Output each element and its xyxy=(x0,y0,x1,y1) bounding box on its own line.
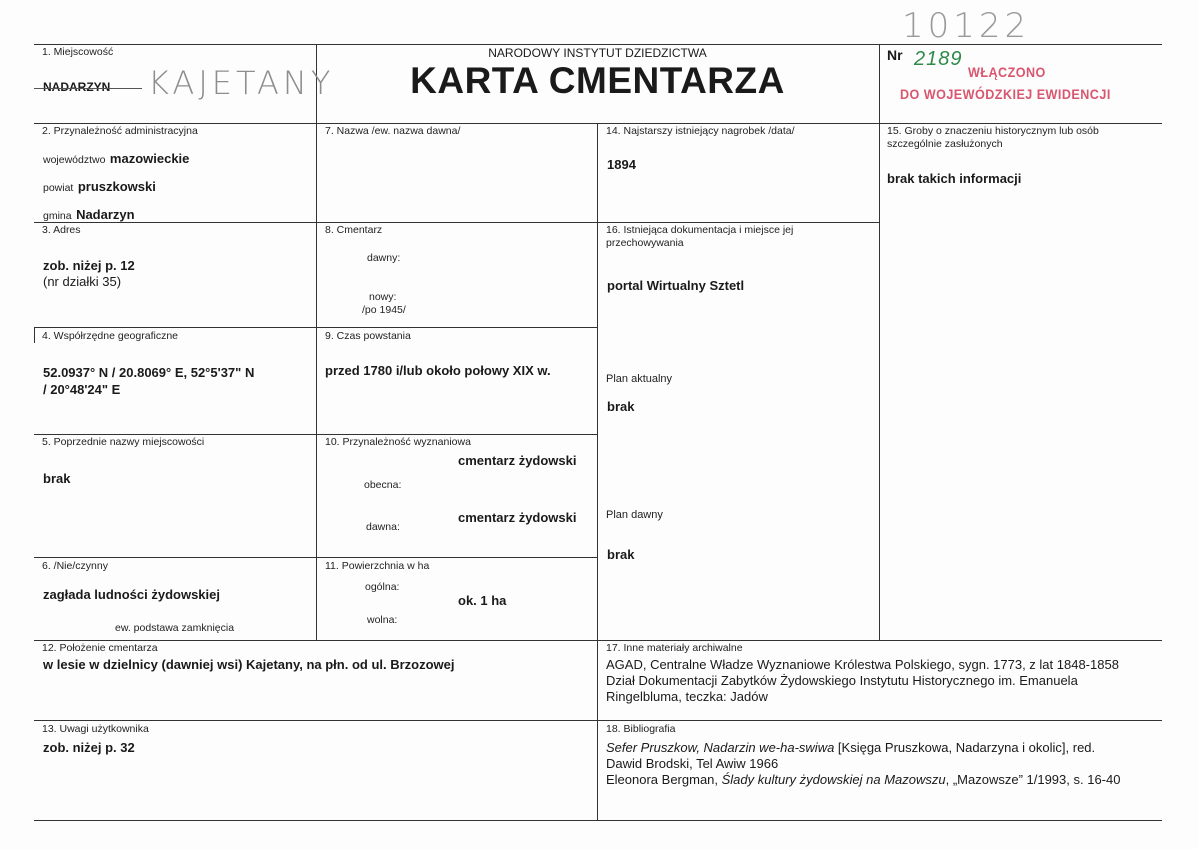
field-2-commune xyxy=(43,206,135,224)
grid-line xyxy=(34,820,1162,821)
field-8-after-1945: /po 1945/ xyxy=(362,304,406,316)
bibliography-entry-2 xyxy=(606,772,1120,787)
plan-current-label: Plan aktualny xyxy=(606,373,673,385)
field-15-label-2: szczególnie zasłużonych xyxy=(887,138,1003,150)
bibliography-2-title: Ślady kultury żydowskiej na Mazowszu xyxy=(721,772,946,787)
field-5-value: brak xyxy=(43,471,71,486)
field-6-value: zagłada ludności żydowskiej xyxy=(43,587,220,602)
bibliography-entry-1-line-2: Dawid Brodski, Tel Awiw 1966 xyxy=(606,756,779,771)
field-10-former-label: dawna: xyxy=(366,521,400,533)
field-17-line-1: AGAD, Centralne Władze Wyznaniowe Królestwa Polskiego, sygn. 1773, z lat 1848-1858 xyxy=(606,657,1119,672)
field-15-label-1: 15. Groby o znaczeniu historycznym lub osób xyxy=(887,125,1099,137)
field-1-value: NADARZYN xyxy=(43,80,111,94)
field-10-label: 10. Przynależność wyznaniowa xyxy=(325,436,471,448)
stamp-line-1: WŁĄCZONO xyxy=(968,64,1046,80)
field-14-value: 1894 xyxy=(607,157,636,172)
nr-handwritten: 2189 xyxy=(914,48,963,70)
voivodeship-label: województwo xyxy=(43,154,106,166)
field-6-label: 6. /Nie/czynny xyxy=(42,560,108,572)
field-2-voivodeship xyxy=(43,150,189,168)
field-5-label: 5. Poprzednie nazwy miejscowości xyxy=(42,436,205,448)
commune-label: gmina xyxy=(43,210,72,222)
field-15-value: brak takich informacji xyxy=(887,171,1022,186)
field-8-label: 8. Cmentarz xyxy=(325,224,383,236)
grid-line xyxy=(597,123,598,820)
plan-former-label: Plan dawny xyxy=(606,509,663,521)
plan-current-value: brak xyxy=(607,399,635,414)
nr-label: Nr xyxy=(887,47,903,63)
field-2-label: 2. Przynależność administracyjna xyxy=(42,125,198,137)
field-13-value: zob. niżej p. 32 xyxy=(43,740,135,755)
field-4-line-2: / 20°48'24" E xyxy=(43,382,121,397)
field-8-old: dawny: xyxy=(367,252,401,264)
voivodeship-value: mazowieckie xyxy=(109,151,190,166)
field-2-county xyxy=(43,178,156,196)
grid-line xyxy=(879,44,880,640)
field-11-free-label: wolna: xyxy=(367,614,398,626)
field-10-former-value: cmentarz żydowski xyxy=(458,510,577,525)
field-7-label: 7. Nazwa /ew. nazwa dawna/ xyxy=(325,125,461,137)
handwritten-number: 10122 xyxy=(902,6,1031,46)
field-8-new: nowy: xyxy=(369,291,397,303)
field-14-label: 14. Najstarszy istniejący nagrobek /data/ xyxy=(606,125,795,137)
grid-line xyxy=(316,44,317,640)
stamp-line-2: DO WOJEWÓDZKIEJ EWIDENCJI xyxy=(900,86,1111,102)
field-10-current-value: cmentarz żydowski xyxy=(458,453,577,468)
field-13-label: 13. Uwagi użytkownika xyxy=(42,723,149,735)
grid-line xyxy=(34,640,1162,641)
field-1-label: 1. Miejscowość xyxy=(42,46,114,58)
field-9-label: 9. Czas powstania xyxy=(325,330,411,342)
bibliography-2-author: Eleonora Bergman, xyxy=(606,772,722,787)
field-17-label: 17. Inne materiały archiwalne xyxy=(606,642,743,654)
institute-name: NARODOWY INSTYTUT DZIEDZICTWA xyxy=(488,46,707,60)
field-4-label: 4. Współrzędne geograficzne xyxy=(42,330,178,342)
field-16-label-1: 16. Istniejąca dokumentacja i miejsce jej xyxy=(606,224,794,236)
field-1-handwritten: KAJETANY xyxy=(148,64,335,102)
bibliography-1-title: Sefer Pruszkow, Nadarzin we-ha-swiwa xyxy=(606,740,835,755)
field-16-label-2: przechowywania xyxy=(606,237,684,249)
field-3-sub: (nr działki 35) xyxy=(43,274,122,289)
field-4-line-1: 52.0937° N / 20.8069° E, 52°5'37" N xyxy=(43,365,255,380)
field-9-value: przed 1780 i/lub około połowy XIX w. xyxy=(325,363,551,378)
commune-value: Nadarzyn xyxy=(76,207,135,222)
field-1-underline xyxy=(34,88,142,89)
bibliography-2-rest: , „Mazowsze” 1/1993, s. 16-40 xyxy=(945,772,1121,787)
field-12-label: 12. Położenie cmentarza xyxy=(42,642,158,654)
field-17-line-3: Ringelbluma, teczka: Jadów xyxy=(606,689,768,704)
plan-former-value: brak xyxy=(607,547,635,562)
bibliography-1-rest: [Księga Pruszkowa, Nadarzyna i okolic], red. xyxy=(834,740,1096,755)
field-11-label: 11. Powierzchnia w ha xyxy=(325,560,430,572)
field-11-total-label: ogólna: xyxy=(365,581,400,593)
field-3-value: zob. niżej p. 12 xyxy=(43,258,135,273)
bibliography-entry-1 xyxy=(606,740,1095,755)
field-3-label: 3. Adres xyxy=(42,224,81,236)
field-11-value: ok. 1 ha xyxy=(458,593,507,608)
grid-line xyxy=(34,123,1162,124)
page-title: KARTA CMENTARZA xyxy=(410,60,785,101)
county-label: powiat xyxy=(43,182,74,194)
field-18-label: 18. Bibliografia xyxy=(606,723,676,735)
field-16-value: portal Wirtualny Sztetl xyxy=(607,278,745,293)
field-17-line-2: Dział Dokumentacji Zabytków Żydowskiego Instytutu Historycznego im. Emanuela xyxy=(606,673,1078,688)
field-6-sub: ew. podstawa zamknięcia xyxy=(115,622,235,634)
grid-line xyxy=(34,222,879,223)
grid-line xyxy=(34,720,1162,721)
field-12-value: w lesie w dzielnicy (dawniej wsi) Kajetany, na płn. od ul. Brzozowej xyxy=(43,657,455,672)
county-value: pruszkowski xyxy=(77,179,156,194)
grid-line xyxy=(34,327,35,343)
field-10-current-label: obecna: xyxy=(364,479,402,491)
